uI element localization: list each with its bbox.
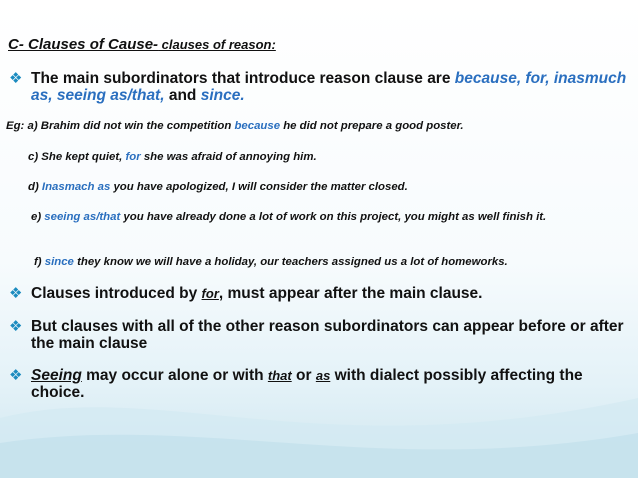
underlined-word: Seeing [31,367,82,384]
bullet-text: But clauses with all of the other reason subordinators can appear before or after the main clause [31,318,624,352]
example-highlight: seeing as/that [44,211,121,223]
underlined-word: that [267,368,292,383]
bullet-text: with dialect possibly affecting the choice. [31,367,583,401]
example-d [28,181,408,194]
example-text: f) [34,256,45,268]
bullet-text: The main subordinators that introduce reason clause are [31,70,455,87]
bullet-other-subordinators [8,318,631,352]
example-highlight: for [125,151,141,163]
example-text: e) [31,211,45,223]
example-text: Eg: a) Brahim did not win the competition [6,120,235,132]
bullet-text: , must appear after the main clause. [218,285,483,302]
example-text: he did not prepare a good poster. [280,120,464,132]
example-highlight: because [234,120,281,132]
example-text: she was afraid of annoying him. [140,151,317,163]
example-text: they know we will have a holiday, our teachers assigned us a lot of homeworks. [73,256,508,268]
title-sub: clauses of reason: [158,37,276,52]
example-c [28,151,317,164]
example-a [6,120,464,133]
bullet-text: Clauses introduced by [31,285,202,302]
highlight-text: because, for, inasmuch as, seeing as/that, [31,70,627,104]
example-text: you have apologized, I will consider the matter closed. [110,181,408,193]
bullet-text: and [164,87,201,104]
example-text: c) She kept quiet, [28,151,126,163]
example-e [31,211,627,224]
diamond-bullet-icon: ❖ [9,318,23,335]
title-main: C- Clauses of Cause- [8,36,159,53]
example-highlight: since [44,256,74,268]
underlined-word: as [315,368,331,383]
diamond-bullet-icon: ❖ [9,285,23,302]
highlight-text: since. [200,87,245,104]
underlined-word: for [201,286,219,301]
bullet-seeing [8,367,631,401]
example-f [34,256,508,269]
diamond-bullet-icon: ❖ [9,367,23,384]
diamond-bullet-icon: ❖ [9,70,23,87]
example-text: you have already done a lot of work on this project, you might as well finish it. [120,211,547,223]
bullet-text: or [291,367,316,384]
page-title [8,36,276,53]
example-text: d) [28,181,42,193]
bullet-for-clauses [8,285,631,302]
bullet-text: may occur alone or with [81,367,268,384]
bullet-subordinators [8,70,631,104]
example-highlight: Inasmach as [41,181,111,193]
